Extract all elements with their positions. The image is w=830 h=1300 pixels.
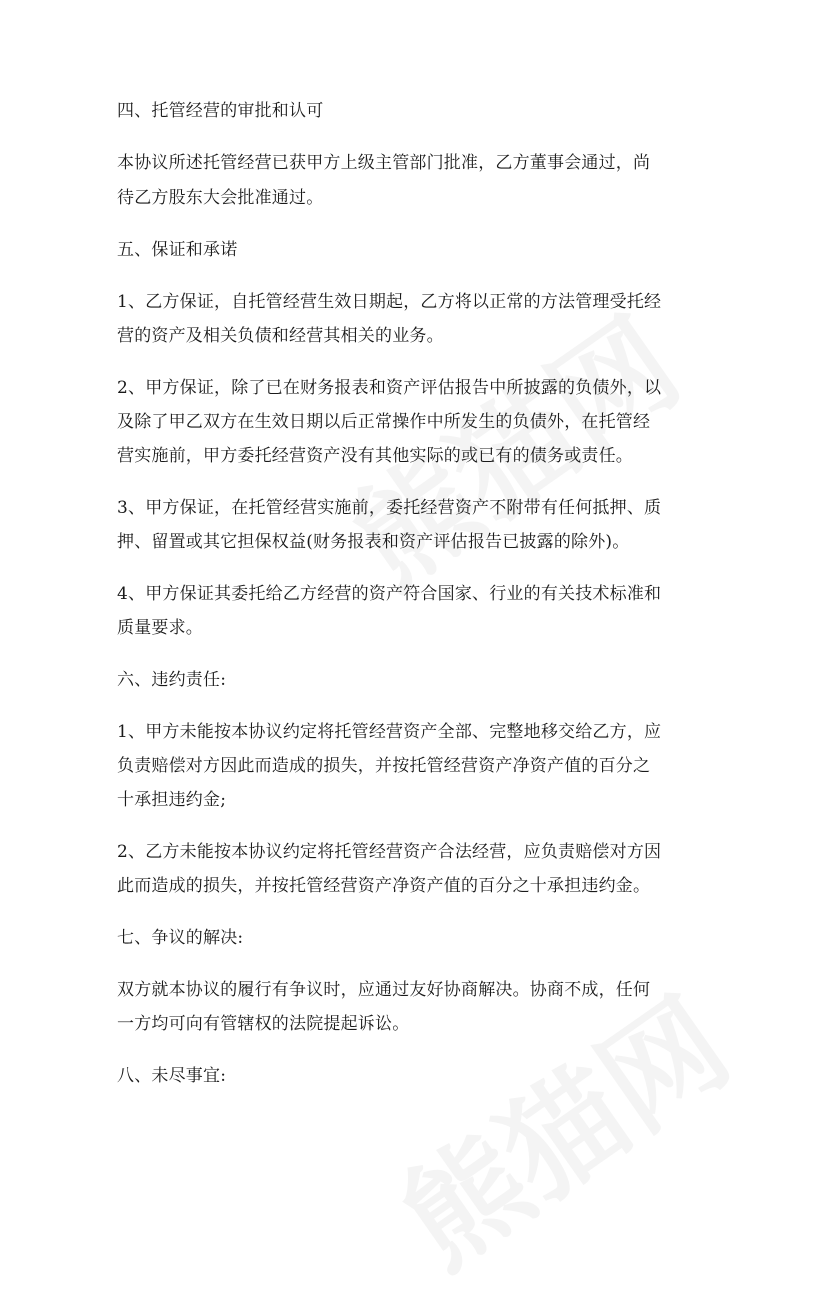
section-heading-guarantee: 五、保证和承诺	[117, 240, 238, 260]
paragraph-line: 一方均可向有管辖权的法院提起诉讼。	[117, 1014, 410, 1034]
paragraph-line: 及除了甲乙双方在生效日期以后正常操作中所发生的负债外，在托管经	[117, 412, 651, 432]
paragraph-line: 营的资产及相关负债和经营其相关的业务。	[117, 326, 444, 346]
paragraph-line: 2、甲方保证，除了已在财务报表和资产评估报告中所披露的负债外，以	[117, 378, 662, 398]
paragraph-line: 3、甲方保证，在托管经营实施前，委托经营资产不附带有任何抵押、质	[117, 498, 662, 518]
paragraph-line: 质量要求。	[117, 618, 203, 638]
paragraph-line: 营实施前，甲方委托经营资产没有其他实际的或已有的债务或责任。	[117, 446, 633, 466]
paragraph-line: 1、乙方保证，自托管经营生效日期起，乙方将以正常的方法管理受托经	[117, 292, 662, 312]
paragraph-line: 负责赔偿对方因此而造成的损失，并按托管经营资产净资产值的百分之	[117, 756, 651, 776]
paragraph-line: 本协议所述托管经营已获甲方上级主管部门批准，乙方董事会通过，尚	[117, 153, 651, 173]
paragraph-line: 1、甲方未能按本协议约定将托管经营资产全部、完整地移交给乙方，应	[117, 722, 662, 742]
section-heading-dispute: 七、争议的解决:	[117, 928, 244, 948]
paragraph-line: 此而造成的损失，并按托管经营资产净资产值的百分之十承担违约金。	[117, 876, 651, 896]
paragraph-line: 押、留置或其它担保权益(财务报表和资产评估报告已披露的除外)。	[117, 532, 630, 552]
paragraph-line: 4、甲方保证其委托给乙方经营的资产符合国家、行业的有关技术标准和	[117, 584, 662, 604]
section-heading-approval: 四、托管经营的审批和认可	[117, 101, 324, 121]
paragraph-line: 十承担违约金;	[117, 790, 227, 810]
paragraph-line: 待乙方股东大会批准通过。	[117, 188, 324, 208]
paragraph-line: 2、乙方未能按本协议约定将托管经营资产合法经营，应负责赔偿对方因	[117, 842, 662, 862]
section-heading-liability: 六、违约责任:	[117, 670, 227, 690]
paragraph-line: 双方就本协议的履行有争议时，应通过友好协商解决。协商不成，任何	[117, 980, 651, 1000]
section-heading-misc: 八、未尽事宜:	[117, 1066, 227, 1086]
watermark	[363, 952, 757, 1299]
